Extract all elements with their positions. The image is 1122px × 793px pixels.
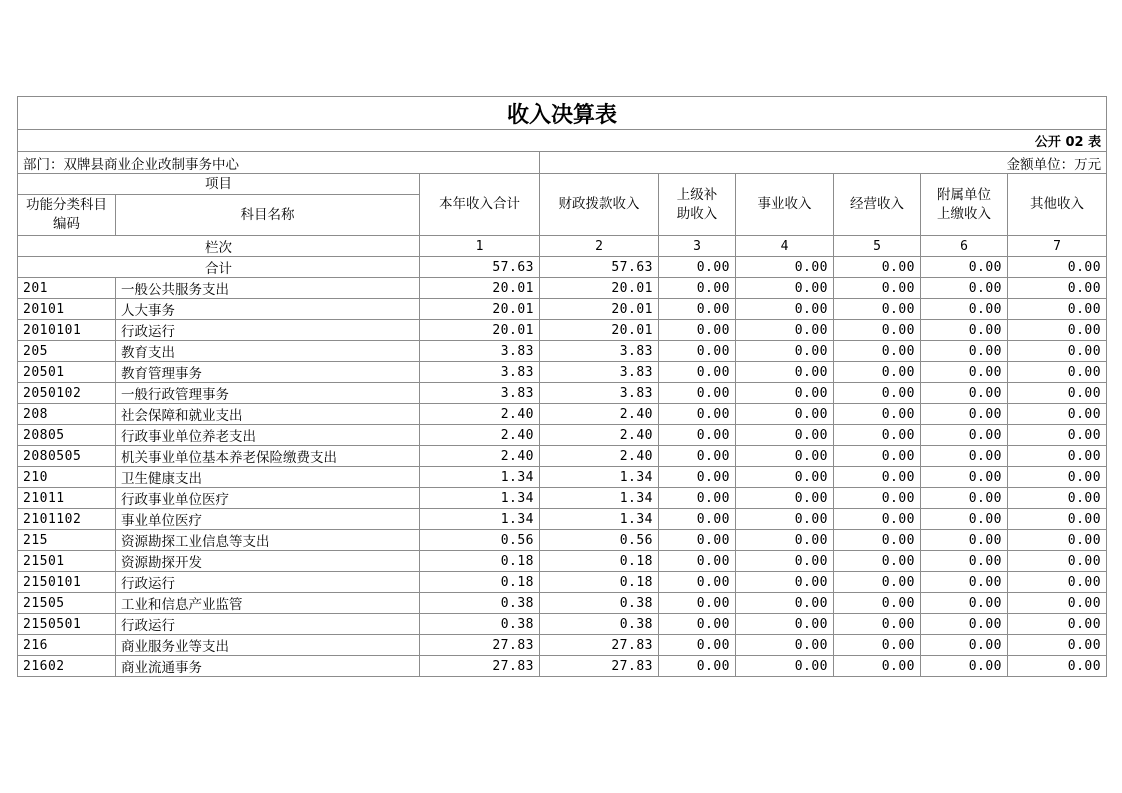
- amount-cell: 0.00: [659, 509, 736, 530]
- form-code: 公开 02 表: [18, 130, 1107, 152]
- subject-name: 资源勘探工业信息等支出: [116, 530, 420, 551]
- amount-cell: 27.83: [540, 656, 659, 677]
- table-row: [18, 383, 1107, 404]
- amount-cell: 0.38: [540, 614, 659, 635]
- amount-cell: 0.00: [1008, 341, 1107, 362]
- amount-cell: 0.00: [834, 551, 921, 572]
- amount-cell: 1.34: [420, 509, 540, 530]
- amount-cell: 0.00: [834, 614, 921, 635]
- amount-cell: 20.01: [540, 278, 659, 299]
- amount-cell: 0.00: [659, 635, 736, 656]
- amount-cell: 20.01: [540, 299, 659, 320]
- table-row: [18, 488, 1107, 509]
- amount-cell: 0.00: [736, 278, 834, 299]
- subject-code: 2150101: [18, 572, 116, 593]
- table-row: [18, 425, 1107, 446]
- amount-cell: 1.34: [540, 488, 659, 509]
- header-other: 其他收入: [1008, 174, 1107, 236]
- amount-cell: 20.01: [420, 320, 540, 341]
- amount-cell: 0.56: [540, 530, 659, 551]
- table-row: [18, 446, 1107, 467]
- amount-cell: 0.00: [1008, 572, 1107, 593]
- amount-cell: 0.00: [921, 656, 1008, 677]
- amount-cell: 0.00: [1008, 509, 1107, 530]
- table-row: [18, 614, 1107, 635]
- table-row: [18, 593, 1107, 614]
- amount-cell: 0.00: [1008, 299, 1107, 320]
- amount-cell: 0.00: [659, 614, 736, 635]
- column-index: 4: [736, 236, 834, 257]
- subject-code: 208: [18, 404, 116, 425]
- amount-cell: 0.00: [834, 530, 921, 551]
- amount-cell: 0.00: [834, 656, 921, 677]
- total-value: 0.00: [834, 257, 921, 278]
- amount-cell: 0.00: [921, 614, 1008, 635]
- subject-name: 机关事业单位基本养老保险缴费支出: [116, 446, 420, 467]
- amount-cell: 0.00: [1008, 656, 1107, 677]
- table-row: [18, 572, 1107, 593]
- amount-cell: 0.56: [420, 530, 540, 551]
- header-business-income: 事业收入: [736, 174, 834, 236]
- amount-cell: 0.00: [659, 488, 736, 509]
- table-row: [18, 299, 1107, 320]
- table-row: [18, 509, 1107, 530]
- amount-cell: 0.00: [834, 635, 921, 656]
- amount-cell: 0.00: [736, 551, 834, 572]
- table-row: [18, 320, 1107, 341]
- amount-cell: 0.38: [420, 614, 540, 635]
- amount-cell: 0.38: [540, 593, 659, 614]
- header-superior-subsidy: [659, 174, 736, 236]
- amount-cell: 0.00: [834, 488, 921, 509]
- amount-cell: 0.00: [659, 425, 736, 446]
- subject-code: 2101102: [18, 509, 116, 530]
- amount-cell: 0.00: [921, 278, 1008, 299]
- amount-cell: 0.00: [736, 425, 834, 446]
- column-index-row: [18, 236, 1107, 257]
- amount-cell: 0.00: [921, 341, 1008, 362]
- amount-cell: 1.34: [420, 467, 540, 488]
- amount-cell: 0.00: [659, 341, 736, 362]
- subject-code: 2080505: [18, 446, 116, 467]
- subject-code: 21505: [18, 593, 116, 614]
- amount-cell: 0.00: [834, 446, 921, 467]
- amount-cell: 0.38: [420, 593, 540, 614]
- total-value: 0.00: [921, 257, 1008, 278]
- amount-cell: 0.00: [736, 341, 834, 362]
- amount-cell: 0.00: [834, 425, 921, 446]
- amount-cell: 0.00: [834, 404, 921, 425]
- amount-cell: 3.83: [540, 362, 659, 383]
- header-subject-name: 科目名称: [116, 195, 420, 236]
- subject-name: 资源勘探开发: [116, 551, 420, 572]
- amount-cell: 3.83: [540, 383, 659, 404]
- amount-cell: 0.00: [1008, 635, 1107, 656]
- amount-cell: 0.00: [921, 572, 1008, 593]
- amount-cell: 0.00: [1008, 446, 1107, 467]
- amount-cell: 20.01: [420, 278, 540, 299]
- amount-cell: 2.40: [420, 425, 540, 446]
- header-func-code-text: 功能分类科目编码: [26, 197, 107, 232]
- table-row: [18, 467, 1107, 488]
- amount-cell: 0.00: [834, 278, 921, 299]
- subject-name: 教育管理事务: [116, 362, 420, 383]
- amount-cell: 1.34: [420, 488, 540, 509]
- amount-cell: 0.00: [921, 320, 1008, 341]
- header-superior-subsidy-text: 上级补助收入: [676, 186, 718, 222]
- amount-cell: 20.01: [540, 320, 659, 341]
- table-row: [18, 656, 1107, 677]
- subject-code: 216: [18, 635, 116, 656]
- table-row: [18, 278, 1107, 299]
- header-affiliated: [921, 174, 1008, 236]
- amount-cell: 0.00: [834, 593, 921, 614]
- amount-cell: 0.00: [659, 320, 736, 341]
- amount-cell: 0.00: [921, 530, 1008, 551]
- amount-cell: 0.00: [659, 299, 736, 320]
- amount-cell: 0.00: [921, 362, 1008, 383]
- amount-cell: 0.00: [834, 509, 921, 530]
- amount-cell: 0.00: [834, 320, 921, 341]
- amount-cell: 0.00: [659, 593, 736, 614]
- subject-name: 人大事务: [116, 299, 420, 320]
- subject-name: 一般公共服务支出: [116, 278, 420, 299]
- total-label: 合计: [18, 257, 420, 278]
- amount-cell: 0.00: [659, 467, 736, 488]
- amount-cell: 0.00: [1008, 551, 1107, 572]
- subject-code: 2150501: [18, 614, 116, 635]
- column-index: 6: [921, 236, 1008, 257]
- subject-code: 201: [18, 278, 116, 299]
- amount-cell: 0.18: [420, 551, 540, 572]
- amount-cell: 0.00: [1008, 488, 1107, 509]
- subject-code: 210: [18, 467, 116, 488]
- table-title: 收入决算表: [18, 97, 1107, 130]
- header-total-income: 本年收入合计: [420, 174, 540, 236]
- subject-name: 商业流通事务: [116, 656, 420, 677]
- amount-cell: 0.00: [736, 572, 834, 593]
- amount-cell: 0.00: [659, 404, 736, 425]
- subject-code: 20805: [18, 425, 116, 446]
- subject-code: 21501: [18, 551, 116, 572]
- amount-cell: 0.00: [736, 593, 834, 614]
- amount-cell: 0.00: [736, 446, 834, 467]
- amount-cell: 0.00: [736, 509, 834, 530]
- amount-cell: 0.18: [540, 551, 659, 572]
- amount-cell: 3.83: [420, 362, 540, 383]
- amount-cell: 3.83: [420, 341, 540, 362]
- amount-cell: 0.00: [1008, 404, 1107, 425]
- amount-cell: 0.00: [659, 446, 736, 467]
- amount-cell: 0.00: [1008, 425, 1107, 446]
- subject-code: 215: [18, 530, 116, 551]
- amount-cell: 0.00: [736, 467, 834, 488]
- column-index: 2: [540, 236, 659, 257]
- income-final-accounts-table: [17, 96, 1107, 677]
- amount-cell: 1.34: [540, 467, 659, 488]
- header-fiscal: 财政拨款收入: [540, 174, 659, 236]
- amount-cell: 0.00: [736, 299, 834, 320]
- column-index: 7: [1008, 236, 1107, 257]
- header-project: 项目: [18, 174, 420, 195]
- amount-cell: 2.40: [540, 404, 659, 425]
- subject-code: 21011: [18, 488, 116, 509]
- header-affiliated-text: 附属单位上缴收入: [937, 186, 991, 222]
- amount-cell: 1.34: [540, 509, 659, 530]
- table-row: [18, 362, 1107, 383]
- amount-cell: 0.00: [736, 320, 834, 341]
- amount-cell: 0.00: [659, 656, 736, 677]
- amount-cell: 3.83: [420, 383, 540, 404]
- amount-cell: 20.01: [420, 299, 540, 320]
- amount-cell: 0.00: [1008, 467, 1107, 488]
- amount-cell: 0.00: [834, 299, 921, 320]
- table-row: [18, 404, 1107, 425]
- amount-cell: 0.00: [659, 278, 736, 299]
- subject-name: 一般行政管理事务: [116, 383, 420, 404]
- amount-cell: 0.00: [736, 362, 834, 383]
- amount-cell: 2.40: [420, 446, 540, 467]
- total-value: 0.00: [659, 257, 736, 278]
- amount-cell: 0.00: [659, 551, 736, 572]
- subject-name: 社会保障和就业支出: [116, 404, 420, 425]
- subject-code: 2010101: [18, 320, 116, 341]
- amount-cell: 0.00: [921, 425, 1008, 446]
- subject-name: 行政运行: [116, 614, 420, 635]
- amount-cell: 0.18: [540, 572, 659, 593]
- amount-cell: 27.83: [420, 656, 540, 677]
- subject-name: 行政事业单位养老支出: [116, 425, 420, 446]
- amount-cell: 2.40: [540, 446, 659, 467]
- subject-name: 行政运行: [116, 320, 420, 341]
- subject-name: 工业和信息产业监管: [116, 593, 420, 614]
- subject-name: 商业服务业等支出: [116, 635, 420, 656]
- amount-cell: 0.00: [1008, 593, 1107, 614]
- amount-cell: 0.00: [736, 530, 834, 551]
- table-row: [18, 530, 1107, 551]
- amount-cell: 0.00: [1008, 614, 1107, 635]
- total-value: 0.00: [1008, 257, 1107, 278]
- subject-name: 事业单位医疗: [116, 509, 420, 530]
- column-index: 5: [834, 236, 921, 257]
- amount-cell: 0.00: [834, 572, 921, 593]
- amount-cell: 0.00: [659, 530, 736, 551]
- subject-code: 21602: [18, 656, 116, 677]
- subject-code: 205: [18, 341, 116, 362]
- amount-cell: 0.00: [659, 362, 736, 383]
- amount-cell: 27.83: [420, 635, 540, 656]
- amount-cell: 0.00: [921, 446, 1008, 467]
- amount-cell: 0.00: [921, 488, 1008, 509]
- unit-label: 金额单位：万元: [540, 152, 1107, 174]
- department-label: 部门：双牌县商业企业改制事务中心: [18, 152, 540, 174]
- amount-cell: 0.00: [834, 341, 921, 362]
- amount-cell: 0.00: [921, 551, 1008, 572]
- amount-cell: 0.00: [921, 635, 1008, 656]
- amount-cell: 0.00: [736, 404, 834, 425]
- header-func-code: [18, 195, 116, 236]
- amount-cell: 0.00: [736, 614, 834, 635]
- subject-code: 20501: [18, 362, 116, 383]
- amount-cell: 3.83: [540, 341, 659, 362]
- amount-cell: 0.00: [921, 383, 1008, 404]
- subject-code: 2050102: [18, 383, 116, 404]
- amount-cell: 0.18: [420, 572, 540, 593]
- header-operating-income: 经营收入: [834, 174, 921, 236]
- amount-cell: 0.00: [834, 362, 921, 383]
- total-value: 57.63: [540, 257, 659, 278]
- amount-cell: 2.40: [420, 404, 540, 425]
- amount-cell: 0.00: [1008, 320, 1107, 341]
- amount-cell: 0.00: [659, 383, 736, 404]
- amount-cell: 0.00: [921, 593, 1008, 614]
- amount-cell: 0.00: [921, 404, 1008, 425]
- table-row: [18, 341, 1107, 362]
- amount-cell: 0.00: [736, 488, 834, 509]
- subject-name: 教育支出: [116, 341, 420, 362]
- amount-cell: 0.00: [1008, 362, 1107, 383]
- amount-cell: 2.40: [540, 425, 659, 446]
- column-index: 3: [659, 236, 736, 257]
- subject-name: 行政运行: [116, 572, 420, 593]
- subject-name: 卫生健康支出: [116, 467, 420, 488]
- amount-cell: 0.00: [659, 572, 736, 593]
- amount-cell: 0.00: [834, 383, 921, 404]
- amount-cell: 0.00: [736, 656, 834, 677]
- subject-name: 行政事业单位医疗: [116, 488, 420, 509]
- amount-cell: 27.83: [540, 635, 659, 656]
- amount-cell: 0.00: [736, 635, 834, 656]
- column-index: 1: [420, 236, 540, 257]
- total-value: 57.63: [420, 257, 540, 278]
- total-row: [18, 257, 1107, 278]
- table-row: [18, 635, 1107, 656]
- table-row: [18, 551, 1107, 572]
- subject-code: 20101: [18, 299, 116, 320]
- amount-cell: 0.00: [1008, 530, 1107, 551]
- amount-cell: 0.00: [921, 509, 1008, 530]
- amount-cell: 0.00: [921, 299, 1008, 320]
- amount-cell: 0.00: [921, 467, 1008, 488]
- amount-cell: 0.00: [834, 467, 921, 488]
- column-index-label: 栏次: [18, 236, 420, 257]
- total-value: 0.00: [736, 257, 834, 278]
- amount-cell: 0.00: [1008, 383, 1107, 404]
- amount-cell: 0.00: [736, 383, 834, 404]
- amount-cell: 0.00: [1008, 278, 1107, 299]
